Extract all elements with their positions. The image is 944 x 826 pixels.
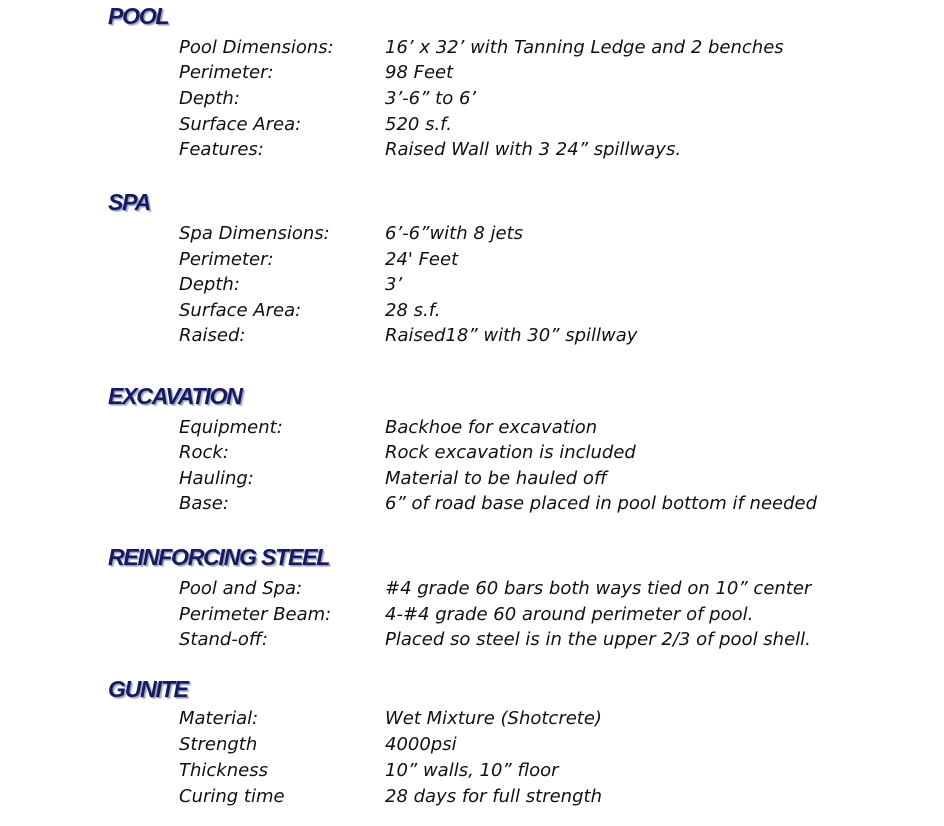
section-heading-pool: POOL xyxy=(108,3,169,29)
spec-row xyxy=(0,440,944,466)
spec-value: 4000psi xyxy=(385,734,457,755)
section-heading-spa: SPA xyxy=(108,189,150,215)
spec-value: Raised Wall with 3 24” spillways. xyxy=(385,139,682,160)
spec-row xyxy=(0,272,944,298)
spec-value: Rock excavation is included xyxy=(385,442,636,463)
spec-row xyxy=(0,60,944,86)
spec-row xyxy=(0,758,944,784)
spec-label: Material: xyxy=(179,708,259,729)
spec-row xyxy=(0,137,944,163)
spec-value: Wet Mixture (Shotcrete) xyxy=(385,708,602,729)
spec-row xyxy=(0,627,944,653)
spec-label: Stand-off: xyxy=(179,629,268,650)
spec-row xyxy=(0,112,944,138)
spec-value: 98 Feet xyxy=(385,62,454,83)
spec-value: Placed so steel is in the upper 2/3 of pool shell. xyxy=(385,629,811,650)
spec-label: Curing time xyxy=(179,786,285,807)
spec-label: Perimeter: xyxy=(179,62,274,83)
spec-value: 16’ x 32’ with Tanning Ledge and 2 benches xyxy=(385,37,784,58)
spec-value: 4-#4 grade 60 around perimeter of pool. xyxy=(385,604,754,625)
spec-label: Strength xyxy=(179,734,258,755)
spec-row xyxy=(0,602,944,628)
spec-row xyxy=(0,415,944,441)
spec-label: Perimeter: xyxy=(179,249,274,270)
spec-label: Depth: xyxy=(179,88,240,109)
spec-value: 24' Feet xyxy=(385,249,459,270)
spec-label: Depth: xyxy=(179,274,240,295)
spec-label: Raised: xyxy=(179,325,246,346)
spec-label: Rock: xyxy=(179,442,229,463)
spec-value: 28 days for full strength xyxy=(385,786,602,807)
spec-row xyxy=(0,784,944,810)
spec-row xyxy=(0,576,944,602)
spec-value: 6” of road base placed in pool bottom if needed xyxy=(385,493,818,514)
section-heading-gunite: GUNITE xyxy=(108,676,188,702)
spec-value: #4 grade 60 bars both ways tied on 10” center xyxy=(385,578,812,599)
spec-row xyxy=(0,732,944,758)
spec-label: Surface Area: xyxy=(179,300,302,321)
spec-label: Thickness xyxy=(179,760,268,781)
spec-row xyxy=(0,221,944,247)
spec-value: 10” walls, 10” floor xyxy=(385,760,559,781)
spec-row xyxy=(0,491,944,517)
section-heading-excavation: EXCAVATION xyxy=(108,383,242,409)
spec-label: Equipment: xyxy=(179,417,283,438)
spec-label: Pool and Spa: xyxy=(179,578,303,599)
spec-value: Material to be hauled off xyxy=(385,468,607,489)
spec-row xyxy=(0,323,944,349)
spec-value: 3’-6” to 6’ xyxy=(385,88,477,109)
section-heading-reinforcing-steel: REINFORCING STEEL xyxy=(108,544,330,570)
spec-value: Backhoe for excavation xyxy=(385,417,598,438)
spec-value: 6’-6”with 8 jets xyxy=(385,223,524,244)
spec-value: 28 s.f. xyxy=(385,300,441,321)
spec-label: Pool Dimensions: xyxy=(179,37,334,58)
spec-label: Base: xyxy=(179,493,229,514)
spec-label: Hauling: xyxy=(179,468,254,489)
spec-value: Raised18” with 30” spillway xyxy=(385,325,638,346)
spec-row xyxy=(0,86,944,112)
spec-row xyxy=(0,298,944,324)
spec-row xyxy=(0,35,944,61)
spec-label: Perimeter Beam: xyxy=(179,604,332,625)
spec-label: Surface Area: xyxy=(179,114,302,135)
spec-row xyxy=(0,247,944,273)
spec-row xyxy=(0,466,944,492)
spec-value: 3’ xyxy=(385,274,403,295)
spec-label: Features: xyxy=(179,139,264,160)
spec-value: 520 s.f. xyxy=(385,114,452,135)
spec-label: Spa Dimensions: xyxy=(179,223,330,244)
spec-row xyxy=(0,706,944,732)
